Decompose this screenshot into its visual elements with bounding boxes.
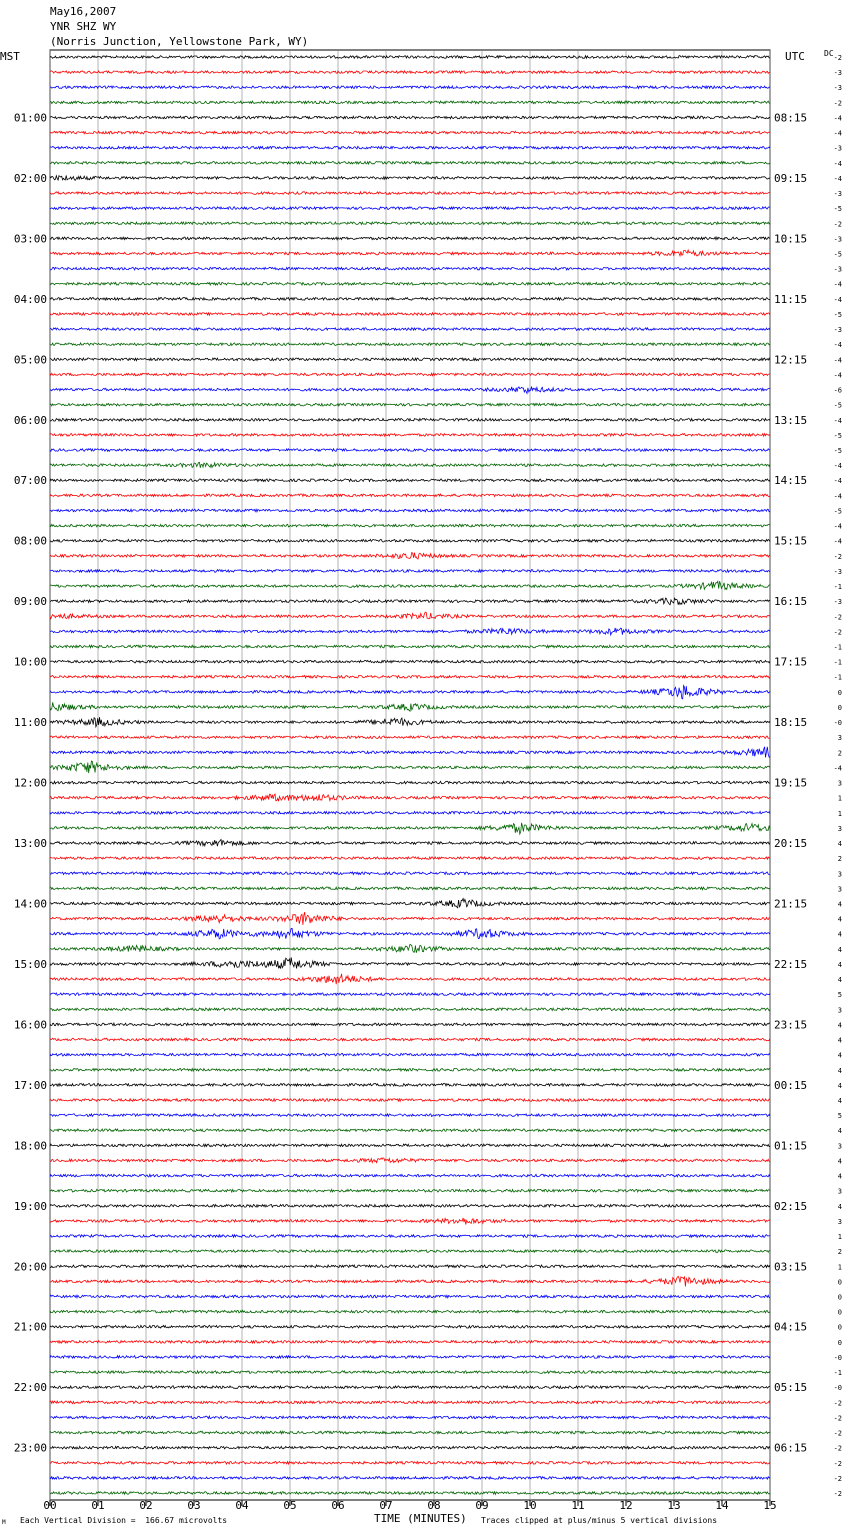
dc-offset-label: -3 (833, 190, 842, 199)
seismic-trace (50, 419, 770, 422)
utc-hour-label: 13:15 (774, 413, 808, 427)
dc-offset-label: -2 (833, 1444, 842, 1453)
seismic-trace (50, 857, 770, 860)
seismic-trace (50, 1174, 770, 1177)
dc-offset-label: -4 (833, 416, 842, 425)
dc-offset-label: 4 (837, 1051, 842, 1060)
dc-offset-label: -2 (833, 1459, 842, 1468)
utc-hour-label: 08:15 (774, 111, 808, 125)
dc-offset-label: -3 (833, 69, 842, 78)
seismic-trace (50, 222, 770, 225)
mst-hour-label: 21:00 (13, 1320, 47, 1334)
mst-hour-label: 11:00 (13, 716, 47, 730)
dc-offset-label: -3 (833, 567, 842, 576)
seismic-trace (50, 957, 770, 968)
seismic-trace (50, 872, 770, 875)
dc-offset-label: 3 (837, 885, 842, 894)
dc-offset-label: 4 (837, 900, 842, 909)
dc-offset-label: -2 (833, 1429, 842, 1438)
dc-offset-label: 4 (837, 1202, 842, 1211)
x-axis-title: TIME (MINUTES) (374, 1512, 467, 1525)
dc-offset-label: -4 (833, 295, 842, 304)
dc-offset-label: 0 (837, 688, 842, 697)
utc-hour-label: 05:15 (774, 1381, 808, 1395)
seismic-trace (50, 1295, 770, 1298)
seismic-trace (50, 373, 770, 376)
seismic-trace (50, 479, 770, 482)
mst-hour-label: 17:00 (13, 1078, 47, 1092)
utc-hour-label: 22:15 (774, 957, 808, 971)
seismic-trace (50, 358, 770, 361)
mst-hour-label: 08:00 (13, 534, 47, 548)
dc-offset-label: -4 (833, 280, 842, 289)
seismic-trace (50, 1129, 770, 1132)
dc-offset-label: 4 (837, 1081, 842, 1090)
seismic-trace (50, 1462, 770, 1465)
seismic-trace (50, 660, 770, 663)
mst-hour-label: 20:00 (13, 1260, 47, 1274)
dc-offset-label: 3 (837, 870, 842, 879)
x-tick-label: 01 (91, 1499, 105, 1512)
utc-hour-label: 23:15 (774, 1018, 808, 1032)
seismic-trace (50, 686, 770, 699)
dc-offset-label: 4 (837, 1066, 842, 1075)
mst-hour-label: 19:00 (13, 1199, 47, 1213)
seismic-trace (50, 250, 770, 256)
dc-offset-label: 3 (837, 1217, 842, 1226)
dc-offset-label: -4 (833, 341, 842, 350)
dc-offset-label: -2 (833, 628, 842, 637)
seismic-trace (50, 1356, 770, 1359)
mst-hour-label: 23:00 (13, 1441, 47, 1455)
dc-offset-label: 3 (837, 1142, 842, 1151)
mst-hour-label: 07:00 (13, 474, 47, 488)
dc-offset-label: 2 (837, 855, 842, 864)
dc-offset-label: -0 (833, 1384, 842, 1393)
seismic-trace (50, 192, 770, 195)
seismic-trace (50, 1038, 770, 1041)
dc-offset-label: -2 (833, 552, 842, 561)
x-tick-label: 07 (379, 1499, 393, 1512)
seismic-trace (50, 974, 770, 984)
dc-offset-label: -5 (833, 205, 842, 214)
seismic-trace (50, 237, 770, 240)
seismic-trace (50, 1265, 770, 1268)
dc-offset-label: -4 (833, 522, 842, 531)
timezone-label-right: UTC (785, 50, 805, 63)
utc-hour-label: 21:15 (774, 897, 808, 911)
dc-offset-label: -4 (833, 477, 842, 486)
seismic-trace (50, 146, 770, 149)
seismic-trace (50, 840, 770, 847)
utc-hour-label: 04:15 (774, 1320, 808, 1334)
dc-offset-label: 3 (837, 824, 842, 833)
x-tick-label: 13 (667, 1499, 681, 1512)
dc-offset-label: 1 (837, 794, 842, 803)
dc-offset-label: 0 (837, 703, 842, 712)
dc-offset-label: -4 (833, 371, 842, 380)
dc-offset-label: 4 (837, 945, 842, 954)
seismic-trace (50, 175, 770, 180)
seismic-trace (50, 1008, 770, 1011)
dc-offset-label: -2 (833, 1490, 842, 1498)
dc-offset-label: 4 (837, 1127, 842, 1136)
mst-hour-label: 02:00 (13, 171, 47, 185)
dc-offset-label: -3 (833, 265, 842, 274)
seismic-trace (50, 1144, 770, 1147)
dc-offset-label: -6 (833, 386, 842, 395)
dc-offset-label: -2 (833, 220, 842, 229)
dc-offset-label: -2 (833, 613, 842, 622)
utc-hour-label: 15:15 (774, 534, 808, 548)
dc-offset-label: -2 (833, 1474, 842, 1483)
utc-hour-label: 14:15 (774, 474, 808, 488)
seismic-trace (50, 1446, 770, 1449)
seismic-trace (50, 101, 770, 104)
x-tick-label: 15 (763, 1499, 777, 1512)
mst-hour-label: 03:00 (13, 232, 47, 246)
dc-offset-label: 4 (837, 1021, 842, 1030)
x-tick-label: 02 (139, 1499, 153, 1512)
seismic-trace (50, 1053, 770, 1056)
dc-offset-label: 4 (837, 1172, 842, 1181)
dc-offset-label: -5 (833, 447, 842, 456)
seismic-trace (50, 553, 770, 559)
seismic-trace (50, 56, 770, 59)
seismic-trace (50, 1099, 770, 1102)
seismic-trace (50, 1401, 770, 1404)
dc-offset-label: -4 (833, 174, 842, 183)
x-tick-label: 08 (427, 1499, 441, 1512)
mst-hour-label: 05:00 (13, 353, 47, 367)
seismic-trace (50, 612, 770, 619)
dc-offset-label: 5 (837, 991, 842, 1000)
corner-mark: M (2, 1519, 6, 1526)
mst-hour-label: 06:00 (13, 413, 47, 427)
dc-offset-label: -2 (833, 54, 842, 62)
seismic-trace (50, 313, 770, 316)
dc-offset-label: -0 (833, 1353, 842, 1362)
timezone-label-left: MST (0, 50, 20, 63)
mst-hour-label: 15:00 (13, 957, 47, 971)
dc-offset-label: 3 (837, 1006, 842, 1015)
utc-hour-label: 19:15 (774, 776, 808, 790)
plot-frame (50, 50, 770, 1500)
dc-offset-label: 1 (837, 1263, 842, 1272)
dc-offset-label: -4 (833, 537, 842, 546)
seismic-trace (50, 899, 770, 908)
seismic-trace (50, 598, 770, 605)
dc-offset-label: -5 (833, 401, 842, 410)
seismic-trace (50, 1235, 770, 1238)
seismic-trace (50, 1310, 770, 1313)
dc-offset-label: -5 (833, 431, 842, 440)
dc-offset-label: 3 (837, 734, 842, 743)
dc-offset-label: 4 (837, 976, 842, 985)
dc-offset-label: -2 (833, 1399, 842, 1408)
mst-hour-label: 22:00 (13, 1381, 47, 1395)
mst-hour-label: 01:00 (13, 111, 47, 125)
seismic-trace (50, 343, 770, 346)
dc-offset-label: -0 (833, 719, 842, 728)
trace-layer (50, 56, 770, 1495)
dc-offset-label: -3 (833, 144, 842, 153)
utc-hour-label: 12:15 (774, 353, 808, 367)
utc-hour-label: 03:15 (774, 1260, 808, 1274)
dc-offset-label: -5 (833, 310, 842, 319)
x-tick-label: 00 (43, 1499, 57, 1512)
seismic-trace (50, 570, 770, 573)
x-tick-label: 10 (523, 1499, 537, 1512)
seismic-trace (50, 524, 770, 527)
dc-offset-label: -4 (833, 114, 842, 123)
seismic-trace (50, 509, 770, 512)
scale-note: Each Vertical Division = 166.67 microvolts (20, 1516, 228, 1525)
dc-offset-label: -5 (833, 250, 842, 259)
utc-hour-label: 16:15 (774, 595, 808, 609)
dc-offset-label: -2 (833, 1414, 842, 1423)
dc-offset-label: -1 (833, 643, 842, 652)
seismic-trace (50, 71, 770, 74)
seismic-trace (50, 1416, 770, 1419)
seismic-trace (50, 1158, 770, 1163)
dc-offset-header: DC (824, 49, 834, 58)
seismic-trace (50, 1114, 770, 1117)
seismic-trace (50, 1341, 770, 1344)
seismic-trace (50, 761, 770, 773)
dc-offset-label: -5 (833, 507, 842, 516)
x-tick-label: 06 (331, 1499, 345, 1512)
dc-offset-label: 4 (837, 915, 842, 924)
seismic-trace (50, 282, 770, 285)
seismic-trace (50, 131, 770, 134)
seismic-trace (50, 449, 770, 452)
dc-offset-label: -1 (833, 658, 842, 667)
dc-offset-label: 3 (837, 1187, 842, 1196)
seismic-trace (50, 823, 770, 834)
dc-offset-label: -2 (833, 99, 842, 108)
dc-offset-label: -4 (833, 462, 842, 471)
seismic-trace (50, 539, 770, 542)
x-tick-label: 14 (715, 1499, 729, 1512)
dc-offset-label: 1 (837, 809, 842, 818)
dc-offset-label: 4 (837, 930, 842, 939)
seismic-trace (50, 887, 770, 890)
seismic-trace (50, 462, 770, 468)
seismic-trace (50, 403, 770, 406)
seismic-trace (50, 747, 770, 758)
dc-offset-label: -3 (833, 235, 842, 244)
mst-hour-label: 09:00 (13, 595, 47, 609)
mst-hour-label: 16:00 (13, 1018, 47, 1032)
seismic-trace (50, 736, 770, 739)
seismic-trace (50, 1069, 770, 1072)
dc-offset-label: 0 (837, 1278, 842, 1287)
seismic-trace (50, 1325, 770, 1328)
dc-offset-label: 2 (837, 1248, 842, 1257)
dc-offset-label: -3 (833, 84, 842, 93)
x-tick-label: 12 (619, 1499, 633, 1512)
dc-offset-label: -1 (833, 1369, 842, 1378)
utc-hour-label: 09:15 (774, 171, 808, 185)
mst-hour-label: 12:00 (13, 776, 47, 790)
dc-offset-label: -3 (833, 598, 842, 607)
dc-offset-label: 0 (837, 1308, 842, 1317)
dc-offset-label: -4 (833, 356, 842, 365)
seismic-trace (50, 1276, 770, 1286)
seismic-trace (50, 794, 770, 801)
dc-offset-label: -1 (833, 673, 842, 682)
x-tick-label: 03 (187, 1499, 201, 1512)
seismic-trace (50, 1431, 770, 1434)
utc-hour-label: 00:15 (774, 1078, 808, 1092)
seismic-trace (50, 1477, 770, 1480)
dc-offset-label: 4 (837, 960, 842, 969)
dc-offset-label: 4 (837, 1096, 842, 1105)
seismic-trace (50, 717, 770, 727)
mst-hour-label: 10:00 (13, 655, 47, 669)
dc-offset-label: 2 (837, 749, 842, 758)
seismic-trace (50, 781, 770, 784)
seismic-trace (50, 1250, 770, 1253)
seismic-trace (50, 1492, 770, 1495)
seismic-trace (50, 993, 770, 996)
seismic-trace (50, 676, 770, 679)
x-tick-label: 09 (475, 1499, 489, 1512)
seismic-trace (50, 1371, 770, 1374)
seismic-trace (50, 702, 770, 711)
seismic-trace (50, 812, 770, 815)
dc-offset-label: -4 (833, 492, 842, 501)
chart-header-station: YNR SHZ WY (50, 20, 117, 33)
clip-note: Traces clipped at plus/minus 5 vertical divisions (481, 1516, 718, 1525)
seismic-trace (50, 387, 770, 394)
dc-offset-label: -3 (833, 326, 842, 335)
utc-hour-label: 06:15 (774, 1441, 808, 1455)
dc-offset-label: -1 (833, 583, 842, 592)
dc-offset-label: 0 (837, 1293, 842, 1302)
chart-header-date: May16,2007 (50, 5, 117, 18)
utc-hour-label: 18:15 (774, 716, 808, 730)
chart-header-location: (Norris Junction, Yellowstone Park, WY) (50, 35, 309, 48)
utc-hour-label: 11:15 (774, 292, 808, 306)
seismic-trace (50, 1218, 770, 1225)
mst-hour-label: 14:00 (13, 897, 47, 911)
seismic-trace (50, 912, 770, 925)
dc-offset-label: 0 (837, 1338, 842, 1347)
seismic-trace (50, 928, 770, 939)
seismic-trace (50, 298, 770, 301)
dc-offset-label: 1 (837, 1233, 842, 1242)
x-tick-label: 11 (571, 1499, 585, 1512)
dc-offset-label: 0 (837, 1323, 842, 1332)
seismic-trace (50, 267, 770, 270)
mst-hour-label: 13:00 (13, 837, 47, 851)
seismic-trace (50, 434, 770, 437)
utc-hour-label: 02:15 (774, 1199, 808, 1213)
utc-hour-label: 20:15 (774, 837, 808, 851)
seismic-trace (50, 1023, 770, 1026)
seismic-trace (50, 1386, 770, 1389)
dc-offset-label: -4 (833, 764, 842, 773)
seismic-trace (50, 628, 770, 635)
seismic-trace (50, 645, 770, 648)
dc-offset-label: 4 (837, 1157, 842, 1166)
dc-offset-label: 4 (837, 840, 842, 849)
dc-offset-label: -4 (833, 129, 842, 138)
mst-hour-label: 18:00 (13, 1139, 47, 1153)
seismic-trace (50, 1084, 770, 1087)
dc-offset-label: -4 (833, 159, 842, 168)
utc-hour-label: 01:15 (774, 1139, 808, 1153)
seismic-trace (50, 207, 770, 210)
x-tick-label: 05 (283, 1499, 297, 1512)
x-tick-label: 04 (235, 1499, 249, 1512)
seismic-trace (50, 494, 770, 497)
utc-hour-label: 17:15 (774, 655, 808, 669)
dc-offset-label: 4 (837, 1036, 842, 1045)
dc-offset-label: 3 (837, 779, 842, 788)
seismic-trace (50, 86, 770, 89)
seismic-trace (50, 1189, 770, 1192)
seismic-trace (50, 1205, 770, 1208)
seismic-trace (50, 328, 770, 331)
seismic-trace (50, 944, 770, 952)
dc-offset-label: 5 (837, 1112, 842, 1121)
seismic-trace (50, 581, 770, 589)
mst-hour-label: 04:00 (13, 292, 47, 306)
utc-hour-label: 10:15 (774, 232, 808, 246)
seismic-trace (50, 162, 770, 165)
seismic-trace (50, 116, 770, 119)
